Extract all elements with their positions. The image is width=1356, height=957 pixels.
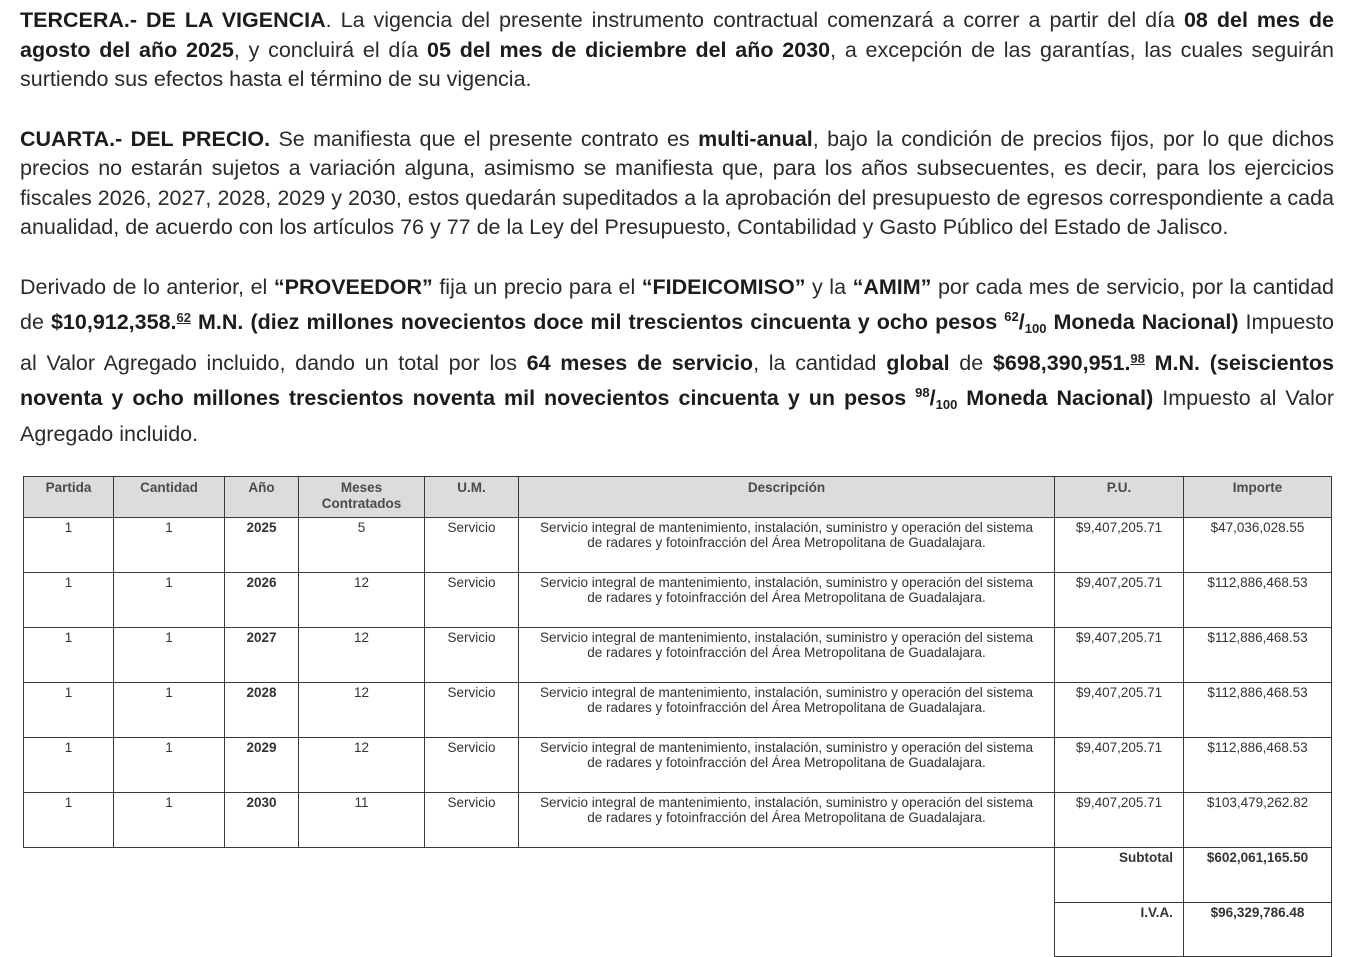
start-date: 08 del mes de agosto del año 2025: [20, 8, 1335, 62]
total-amount: $698,390,951.: [992, 350, 1131, 375]
cell-anio: 2030: [225, 793, 299, 848]
header-anio: Año: [225, 477, 299, 518]
cell-partida: 1: [24, 793, 114, 848]
cell-cantidad: 1: [114, 518, 225, 573]
text: M.N. (diez millones novecientos doce mil trescientos cincuenta y ocho pesos: [190, 310, 1005, 334]
header-pu: P.U.: [1055, 477, 1184, 518]
cell-cantidad: 1: [114, 628, 225, 683]
spacer: [24, 848, 1055, 903]
text: Derivado de lo anterior, el: [20, 274, 274, 299]
cell-descripcion: Servicio integral de mantenimiento, instalación, suministro y operación del sistema de radares y fotoinfracción del Área Metropolitana de Guadalajara.: [519, 683, 1055, 738]
amim: “AMIM”: [852, 274, 932, 299]
cell-anio: 2025: [225, 518, 299, 573]
cell-descripcion: Servicio integral de mantenimiento, instalación, suministro y operación del sistema de radares y fotoinfracción del Área Metropolitana de Guadalajara.: [519, 518, 1055, 573]
cell-pu: $9,407,205.71: [1055, 738, 1184, 793]
text: , la cantidad: [753, 350, 887, 375]
cell-partida: 1: [24, 573, 114, 628]
fideicomiso: “FIDEICOMISO”: [641, 274, 806, 299]
text: , bajo la condición de precios fijos, por lo que dichos precios no estarán sujetos a variación alguna, asimismo se manifiesta que, para los años subsecuentes, es decir, para los ejercicios fiscales 2026, 2027, 2028, 2029 y 2030, estos quedarán supeditados a la aprobación del presupuesto de egresos correspondiente a cada anualidad, de acuerdo con los artículos 76 y 77 de la Ley del Presupuesto, Contabilidad y Gasto Público del Estado de Jalisco.: [20, 126, 1334, 239]
text: Impuesto al Valor Agregado incluido, dando un total por los: [20, 310, 1334, 375]
subtotal-row: [24, 848, 1332, 903]
cell-meses: 5: [299, 518, 425, 573]
total-cents: 98: [1130, 350, 1145, 366]
table-header-row: [24, 477, 1332, 518]
text: M.N. (seiscientos noventa y ocho millones trescientos noventa mil novecientos cincuenta y un pesos: [20, 350, 1334, 410]
cell-importe: $112,886,468.53: [1184, 573, 1332, 628]
cell-importe: $112,886,468.53: [1184, 628, 1332, 683]
header-descripcion: Descripción: [519, 477, 1055, 518]
header-importe: Importe: [1184, 477, 1332, 518]
text: , a excepción de las garantías, las cuales seguirán surtiendo sus efectos hasta el término de su vigencia.: [20, 37, 1335, 91]
cell-cantidad: 1: [114, 683, 225, 738]
months-total: 64 meses de servicio: [526, 350, 754, 375]
cell-importe: $112,886,468.53: [1184, 738, 1332, 793]
monthly-cents: 62: [176, 310, 191, 325]
cell-meses: 12: [299, 573, 425, 628]
cell-partida: 1: [24, 628, 114, 683]
clause-tercera: [20, 6, 1334, 95]
cell-anio: 2028: [225, 683, 299, 738]
header-um: U.M.: [425, 477, 519, 518]
subtotal-value: $602,061,165.50: [1184, 848, 1332, 903]
cell-anio: 2027: [225, 628, 299, 683]
cell-importe: $47,036,028.55: [1184, 518, 1332, 573]
cell-meses: 12: [299, 628, 425, 683]
fraction-num: 98: [915, 385, 930, 400]
cell-um: Servicio: [425, 738, 519, 793]
text: Moneda Nacional): [1046, 310, 1239, 334]
cell-um: Servicio: [425, 628, 519, 683]
cell-meses: 12: [299, 738, 425, 793]
cell-pu: $9,407,205.71: [1055, 628, 1184, 683]
cell-um: Servicio: [425, 683, 519, 738]
iva-row: [24, 902, 1332, 956]
fraction-sep: /: [929, 386, 936, 410]
header-partida: Partida: [24, 477, 114, 518]
text: por cada mes de servicio, por la cantidad de: [20, 274, 1335, 334]
cell-meses: 12: [299, 683, 425, 738]
text: Se manifiesta que el presente contrato es: [270, 126, 699, 151]
cell-anio: 2029: [225, 738, 299, 793]
text: Impuesto al Valor Agregado incluido.: [20, 386, 1334, 446]
monthly-amount: $10,912,358.: [50, 310, 177, 334]
fraction-den: 100: [1024, 321, 1047, 336]
fraction-num: 62: [1004, 309, 1019, 324]
iva-value: $96,329,786.48: [1184, 902, 1332, 956]
cell-um: Servicio: [425, 518, 519, 573]
proveedor: “PROVEEDOR”: [273, 274, 433, 299]
cell-cantidad: 1: [114, 793, 225, 848]
spacer: [24, 902, 1055, 956]
cell-pu: $9,407,205.71: [1055, 683, 1184, 738]
iva-label: I.V.A.: [1055, 902, 1184, 956]
table-row: [24, 738, 1332, 793]
text: y la: [805, 274, 853, 299]
fraction-den: 100: [935, 397, 958, 412]
cell-meses: 11: [299, 793, 425, 848]
cell-partida: 1: [24, 738, 114, 793]
end-date: 05 del mes de diciembre del año 2030: [427, 37, 831, 62]
cell-um: Servicio: [425, 793, 519, 848]
multi-anual: multi-anual: [698, 126, 813, 151]
fraction-sep: /: [1018, 310, 1025, 334]
table-row: [24, 628, 1332, 683]
text: Moneda Nacional): [957, 386, 1154, 410]
cell-partida: 1: [24, 683, 114, 738]
clause-heading: CUARTA.- DEL PRECIO.: [20, 126, 271, 151]
table-row: [24, 573, 1332, 628]
clause-heading: TERCERA.- DE LA VIGENCIA: [20, 8, 326, 32]
cell-importe: $103,479,262.82: [1184, 793, 1332, 848]
global: global: [886, 350, 950, 375]
cell-importe: $112,886,468.53: [1184, 683, 1332, 738]
cell-pu: $9,407,205.71: [1055, 793, 1184, 848]
table-row: [24, 683, 1332, 738]
text: de: [949, 350, 993, 375]
subtotal-label: Subtotal: [1055, 848, 1184, 903]
cell-descripcion: Servicio integral de mantenimiento, instalación, suministro y operación del sistema de radares y fotoinfracción del Área Metropolitana de Guadalajara.: [519, 573, 1055, 628]
cell-descripcion: Servicio integral de mantenimiento, instalación, suministro y operación del sistema de radares y fotoinfracción del Área Metropolitana de Guadalajara.: [519, 738, 1055, 793]
text: . La vigencia del presente instrumento contractual comenzará a correr a partir del día: [325, 8, 1184, 32]
text: fija un precio para el: [432, 274, 642, 299]
cell-partida: 1: [24, 518, 114, 573]
text: , y concluirá el día: [233, 37, 428, 62]
header-meses: Meses Contratados: [299, 477, 425, 518]
table-row: [24, 518, 1332, 573]
cell-cantidad: 1: [114, 573, 225, 628]
cell-pu: $9,407,205.71: [1055, 518, 1184, 573]
monthly-words: [191, 310, 1239, 334]
cell-um: Servicio: [425, 573, 519, 628]
cell-anio: 2026: [225, 573, 299, 628]
cell-pu: $9,407,205.71: [1055, 573, 1184, 628]
cell-descripcion: Servicio integral de mantenimiento, instalación, suministro y operación del sistema de radares y fotoinfracción del Área Metropolitana de Guadalajara.: [519, 793, 1055, 848]
clause-cuarta: [20, 125, 1334, 243]
items-table: [23, 476, 1332, 957]
header-cantidad: Cantidad: [114, 477, 225, 518]
cell-cantidad: 1: [114, 738, 225, 793]
clause-derivado: [20, 273, 1334, 450]
cell-descripcion: Servicio integral de mantenimiento, instalación, suministro y operación del sistema de radares y fotoinfracción del Área Metropolitana de Guadalajara.: [519, 628, 1055, 683]
table-row: [24, 793, 1332, 848]
